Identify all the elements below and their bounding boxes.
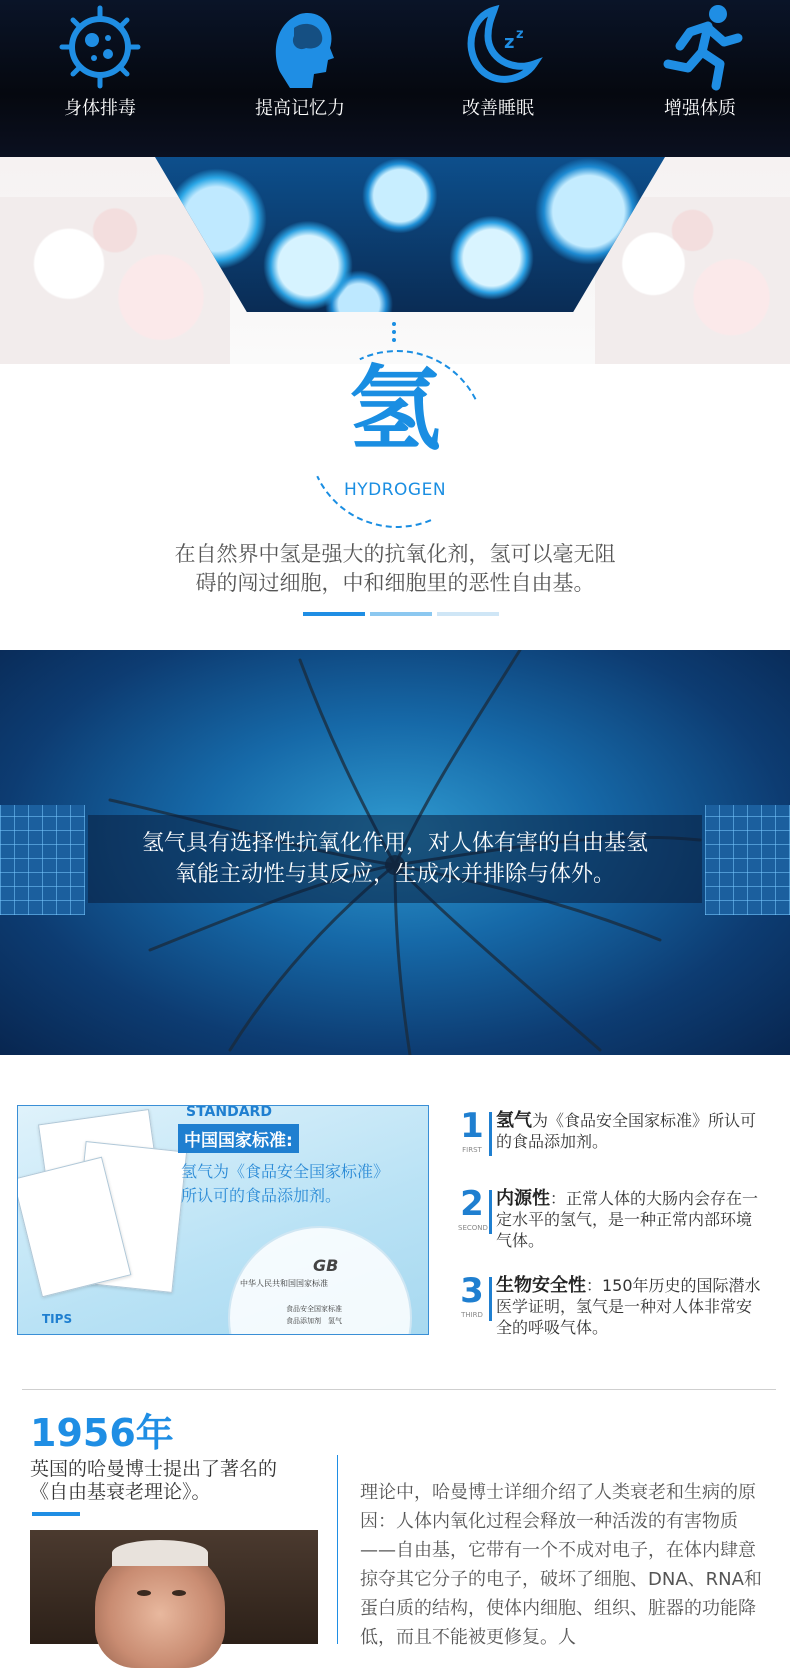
caption-line-2: 所认可的食品添加剂。 [181, 1186, 342, 1205]
progress-bar-2 [370, 612, 432, 616]
progress-bar-3 [437, 612, 499, 616]
running-person-icon [650, 2, 750, 92]
feature-label: 身体排毒 [64, 98, 136, 119]
feature-label: 提高记忆力 [255, 98, 345, 119]
hydrogen-character: 氢 [348, 356, 441, 463]
point-divider [489, 1190, 492, 1234]
doc-line-1: 食品安全国家标准 [286, 1305, 342, 1313]
caption-line-1: 氢气为《食品安全国家标准》 [181, 1162, 390, 1181]
point-ordinal: THIRD [461, 1311, 483, 1319]
point-ordinal: SECOND [458, 1224, 488, 1232]
desc-line-1: 在自然界中氢是强大的抗氧化剂，氢可以毫无阻 [174, 542, 616, 566]
moon-sleep-icon [448, 2, 548, 92]
point-title: 内源性 [496, 1188, 550, 1209]
grid-panel-right [705, 805, 790, 915]
history-year: 1956年 [30, 1411, 174, 1455]
standard-title-cn: 中国国家标准: [178, 1124, 299, 1153]
point-divider [489, 1277, 492, 1321]
tips-label: TIPS [42, 1312, 73, 1326]
point-number: 1 [460, 1106, 484, 1146]
top-benefits-banner [0, 0, 790, 157]
neuron-text [88, 828, 702, 890]
history-sub-line-2: 《自由基衰老理论》。 [30, 1481, 211, 1503]
feature-detox [20, 0, 180, 120]
portrait-eye [137, 1590, 151, 1596]
standard-caption [181, 1160, 421, 1208]
point-text [496, 1188, 766, 1251]
doc-line-2: 食品添加剂 氢气 [286, 1317, 342, 1325]
point-divider [489, 1112, 492, 1156]
point-ordinal: FIRST [462, 1146, 482, 1154]
point-number: 3 [460, 1271, 484, 1311]
feature-sleep [418, 0, 578, 120]
neuron-line-2: 氧能主动性与其反应，生成水并排除与体外。 [174, 862, 615, 887]
grid-panel-left [0, 805, 85, 915]
feature-label: 改善睡眠 [462, 98, 534, 119]
theory-paragraph: 理论中，哈曼博士详细介绍了人类衰老和生病的原因：人体内氧化过程会释放一种活泼的有害物质——自由基，它带有一个不成对电子，在体内肆意掠夺其它分子的电子，破坏了细胞、DNA、RNA和蛋白质的结构，使体内细胞、组织、脏器的功能降低，而且不能被更修复。人 [360, 1482, 762, 1648]
gb-logo: GB [313, 1256, 339, 1275]
virus-icon [50, 2, 150, 92]
point-title: 生物安全性 [496, 1275, 586, 1296]
hydrogen-word: HYDROGEN [343, 480, 447, 500]
svg-text:z: z [516, 27, 524, 42]
hydrogen-description [130, 540, 660, 598]
section-divider [22, 1389, 776, 1390]
history-accent-bar [32, 1512, 80, 1516]
point-text [496, 1275, 766, 1338]
point-number: 2 [460, 1184, 484, 1224]
point-body: 为《食品安全国家标准》所认可的食品添加剂。 [496, 1111, 757, 1151]
neuron-line-1: 氢气具有选择性抗氧化作用，对人体有害的自由基氢 [141, 831, 648, 856]
brain-head-icon [250, 2, 350, 92]
point-body: ：正常人体的大肠内会存在一定水平的氢气，是一种正常内部环境气体。 [496, 1189, 759, 1250]
portrait-hair [112, 1540, 208, 1566]
history-sub-line-1: 英国的哈曼博士提出了著名的 [30, 1458, 278, 1480]
portrait-eye [172, 1590, 186, 1596]
feature-label: 增强体质 [664, 98, 736, 119]
feature-memory [220, 0, 380, 120]
feature-physique [620, 0, 780, 120]
desc-line-2: 碍的闯过细胞，中和细胞里的恶性自由基。 [195, 571, 595, 595]
point-body: ：150年历史的国际潜水医学证明，氢气是一种对人体非常安全的呼吸气体。 [496, 1276, 761, 1337]
point-text [496, 1110, 766, 1152]
national-standard-heading: 中华人民共和国国家标准 [240, 1279, 328, 1288]
portrait-face [95, 1548, 225, 1668]
standard-title-en: STANDARD [186, 1105, 272, 1120]
point-title: 氢气 [496, 1110, 532, 1131]
dots-connector [392, 322, 398, 346]
history-subtitle [30, 1458, 320, 1504]
vertical-separator [337, 1455, 338, 1644]
svg-text:z: z [504, 32, 515, 53]
progress-bar-1 [303, 612, 365, 616]
standard-document-image [17, 1105, 429, 1335]
